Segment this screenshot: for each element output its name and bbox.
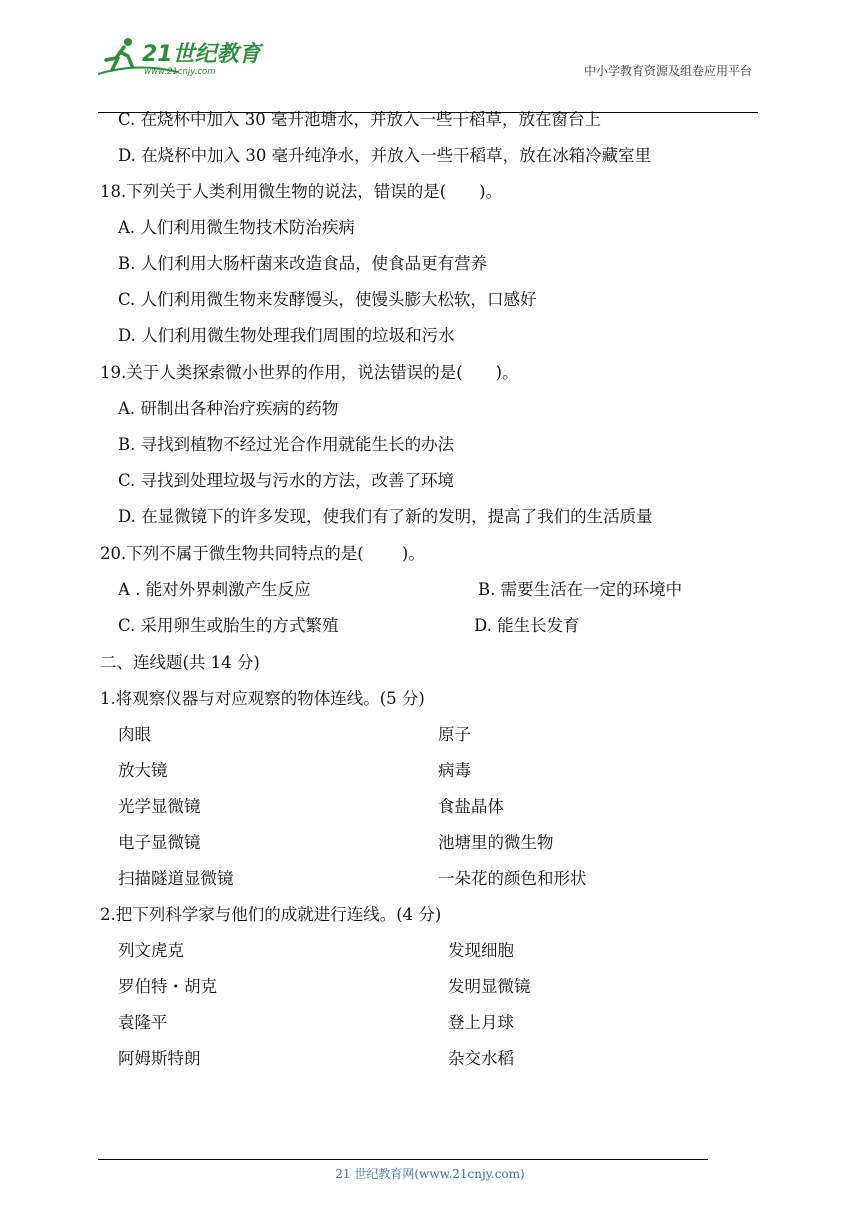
q19-option-d: D. 在显微镜下的许多发现，使我们有了新的发明，提高了我们的生活质量 xyxy=(118,507,653,526)
m2-right-item: 发明显微镜 xyxy=(448,977,531,996)
q19-option-c: C. 寻找到处理垃圾与污水的方法，改善了环境 xyxy=(118,471,455,490)
q20-option-a: A . 能对外界刺激产生反应 xyxy=(118,580,311,599)
q17-option-d: D. 在烧杯中加入 30 毫升纯净水，并放入一些干稻草，放在冰箱冷藏室里 xyxy=(118,146,652,165)
m1-left-item: 放大镜 xyxy=(118,761,168,780)
q19-option-a: A. 研制出各种治疗疾病的药物 xyxy=(118,399,339,418)
m1-right-item: 食盐晶体 xyxy=(438,797,504,816)
q18-option-b: B. 人们利用大肠杆菌来改造食品，使食品更有营养 xyxy=(118,254,488,273)
q19-option-b: B. 寻找到植物不经过光合作用就能生长的办法 xyxy=(118,435,455,454)
q20-stem: 20.下列不属于微生物共同特点的是( )。 xyxy=(100,544,425,563)
m2-left-item: 袁隆平 xyxy=(118,1013,168,1032)
q18-stem: 18.下列关于人类利用微生物的说法，错误的是( )。 xyxy=(100,182,503,201)
m1-right-item: 原子 xyxy=(438,725,471,744)
m2-right-item: 发现细胞 xyxy=(448,941,514,960)
m2-right-item: 杂交水稻 xyxy=(448,1049,514,1068)
m1-left-item: 光学显微镜 xyxy=(118,797,201,816)
section-2-heading: 二、连线题(共 14 分) xyxy=(100,653,260,672)
site-logo xyxy=(98,34,268,78)
q18-option-a: A. 人们利用微生物技术防治疾病 xyxy=(118,218,355,237)
m1-right-item: 病毒 xyxy=(438,761,471,780)
m1-left-item: 扫描隧道显微镜 xyxy=(118,869,234,888)
site-name: 中小学教育资源及组卷应用平台 xyxy=(583,64,752,78)
matching-2-title: 2.把下列科学家与他们的成就进行连线。(4 分) xyxy=(100,905,442,924)
m1-left-item: 肉眼 xyxy=(118,725,151,744)
svg-text:www.21cnjy.com: www.21cnjy.com xyxy=(144,67,216,77)
footer-divider xyxy=(98,1159,708,1160)
m1-left-item: 电子显微镜 xyxy=(118,833,201,852)
q17-option-c: C. 在烧杯中加入 30 毫升池塘水，并放入一些干稻草，放在窗台上 xyxy=(118,110,602,129)
m2-left-item: 阿姆斯特朗 xyxy=(118,1049,201,1068)
q18-option-d: D. 人们利用微生物处理我们周围的垃圾和污水 xyxy=(118,326,455,345)
matching-1-title: 1.将观察仪器与对应观察的物体连线。(5 分) xyxy=(100,689,425,708)
m2-left-item: 罗伯特・胡克 xyxy=(118,977,217,996)
m2-right-item: 登上月球 xyxy=(448,1013,514,1032)
q18-option-c: C. 人们利用微生物来发酵馒头，使馒头膨大松软，口感好 xyxy=(118,290,537,309)
runner-logo-icon xyxy=(98,34,268,78)
q20-option-d: D. 能生长发育 xyxy=(474,616,580,635)
m2-left-item: 列文虎克 xyxy=(118,941,184,960)
q20-option-c: C. 采用卵生或胎生的方式繁殖 xyxy=(118,616,339,635)
q19-stem: 19.关于人类探索微小世界的作用，说法错误的是( )。 xyxy=(100,363,519,382)
m1-right-item: 池塘里的微生物 xyxy=(438,833,554,852)
q20-option-b: B. 需要生活在一定的环境中 xyxy=(478,580,683,599)
page-footer: 21 世纪教育网(www.21cnjy.com) xyxy=(335,1167,525,1181)
m1-right-item: 一朵花的颜色和形状 xyxy=(438,869,587,888)
svg-text:21世纪教育: 21世纪教育 xyxy=(142,42,261,67)
page-header xyxy=(98,34,756,80)
